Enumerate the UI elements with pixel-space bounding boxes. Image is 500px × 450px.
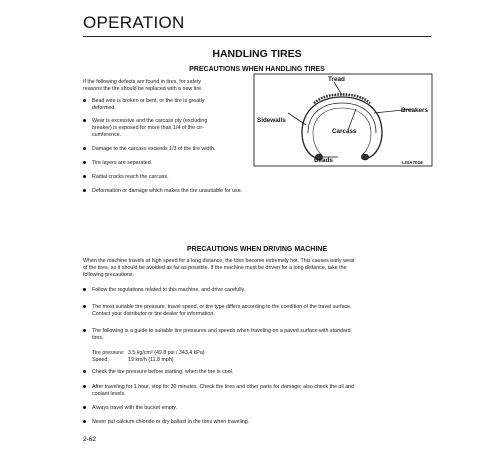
bullet-item: The most suitable tire pressure, travel speed, or tire type differs according to the condition of the travel surface. Contact your distributor or tire dealer for information. xyxy=(92,304,432,318)
bullet-item: Follow the regulations related to this machine, and drive carefully. xyxy=(92,287,432,294)
bullet-item: Radial cracks reach the carcass. xyxy=(92,174,292,181)
label-sidewalls: Sidewalls xyxy=(257,117,286,124)
label-tread: Tread xyxy=(328,76,345,83)
header-rule xyxy=(83,36,431,37)
bullet-dot xyxy=(83,189,86,192)
section2-title: PRECAUTIONS WHEN DRIVING MACHINE xyxy=(186,246,327,253)
bullet-item: Never put calcium chloride or dry ballast in the tires when traveling. xyxy=(92,419,432,426)
spec-pressure: Tire pressure: 3.5 kg/cm² (49.8 psi / 343.4 kPa) xyxy=(92,350,205,356)
page-header xyxy=(83,14,431,32)
bullet-item: The following is a guide to suitable tire pressures and speeds when traveling on a paved surface with standard tires. xyxy=(92,328,432,342)
intro-line: When the machine travels at high speed for a long distance, the tires become extremely hot. This causes early wear xyxy=(83,258,355,264)
main-title: HANDLING TIRES xyxy=(212,48,302,60)
intro-line: following precautions. xyxy=(83,271,134,278)
bullet-item: Always travel with the bucket empty. xyxy=(92,405,432,412)
bullet-dot xyxy=(83,406,86,409)
section2-intro xyxy=(83,258,433,278)
bullet-dot xyxy=(83,119,86,122)
bullet-dot xyxy=(83,370,86,373)
bullet-item: Wear is excessive and the carcass ply (excluding breaker) is exposed for more than 1/4 of the cir- cumference. xyxy=(92,118,248,138)
bullet-dot xyxy=(83,288,86,291)
intro-line: reasons the tire should be replaced with a new tire. xyxy=(83,85,203,92)
section1-title: PRECAUTIONS WHEN HANDLING TIRES xyxy=(189,66,325,73)
label-beads: Beads xyxy=(314,157,333,164)
bullet-dot xyxy=(83,420,86,423)
label-carcass: Carcass xyxy=(332,128,357,135)
spec-speed: Speed: 19 km/h (11.8 mph) xyxy=(92,356,174,363)
figure-code: LISA7016 xyxy=(402,160,423,165)
bullet-dot xyxy=(83,175,86,178)
bullet-item: Bead wire is broken or bent, or the tire is greatly deformed. xyxy=(92,98,248,112)
bullet-item: Check the tire pressure before starting, when the tire is cool. xyxy=(92,369,432,376)
bullet-dot xyxy=(83,161,86,164)
bullet-item: After traveling for 1 hour, stop for 30 minutes. Check the tires and other parts for damage; also check the oil and coolant levels. xyxy=(92,384,432,398)
tire-diagram xyxy=(250,73,433,169)
bullet-dot xyxy=(83,385,86,388)
bullet-dot xyxy=(83,329,86,332)
intro-line: of the tires, so it should be avoided as far as possible. If the machine must be driven for a long distance, take the xyxy=(83,264,347,271)
bullet-dot xyxy=(83,305,86,308)
bullet-dot xyxy=(83,99,86,102)
bullet-dot xyxy=(83,147,86,150)
bullet-item: Tire layers are separated. xyxy=(92,160,257,167)
header-title: OPERATION xyxy=(83,13,185,32)
leader-lines xyxy=(288,82,413,157)
page-number: 2-62 xyxy=(83,436,97,443)
bullet-item: Deformation or damage which makes the tire unsuitable for use. xyxy=(92,188,332,195)
bullet-item: Damage to the carcass exceeds 1/3 of the tire width. xyxy=(92,146,257,153)
label-breakers: Breakers xyxy=(401,107,428,114)
tire-specs xyxy=(92,350,332,364)
section1-intro xyxy=(83,79,248,93)
intro-line: If the following defects are found in tires, for safety xyxy=(83,79,202,85)
